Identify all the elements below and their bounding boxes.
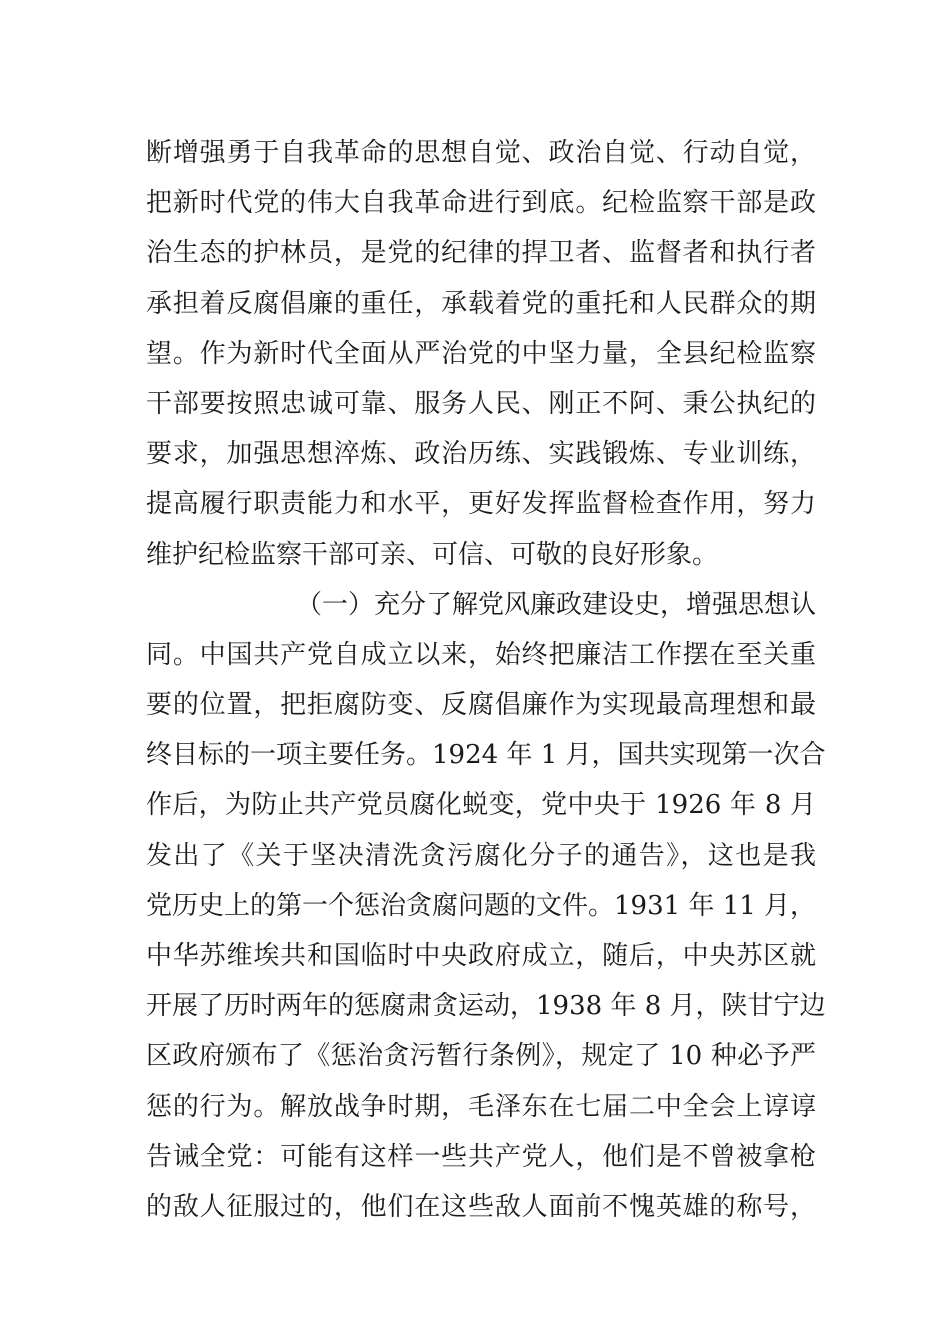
text-line: 终目标的一项主要任务。1924 年 1 月，国共实现第一次合	[146, 740, 826, 771]
text-line: 同。中国共产党自成立以来，始终把廉洁工作摆在至关重	[146, 639, 816, 670]
text-line: 把新时代党的伟大自我革命进行到底。纪检监察干部是政	[146, 188, 816, 219]
text-line: 提高履行职责能力和水平，更好发挥监督检查作用，努力	[146, 489, 816, 520]
text-line: 维护纪检监察干部可亲、可信、可敬的良好形象。	[146, 539, 719, 570]
text-line: 开展了历时两年的惩腐肃贪运动，1938 年 8 月，陕甘宁边	[146, 991, 826, 1022]
text-line: 中华苏维埃共和国临时中央政府成立，随后，中央苏区就	[146, 941, 816, 971]
text-line: 作后，为防止共产党员腐化蜕变，党中央于 1926 年 8 月	[146, 790, 816, 821]
text-line: 要的位置，把拒腐防变、反腐倡廉作为实现最高理想和最	[146, 690, 816, 721]
text-line: 惩的行为。解放战争时期，毛泽东在七届二中全会上谆谆	[146, 1091, 816, 1122]
text-line: 断增强勇于自我革命的思想自觉、政治自觉、行动自觉，	[146, 138, 816, 168]
text-line: 告诫全党：可能有这样一些共产党人，他们是不曾被拿枪	[146, 1141, 816, 1172]
text-line: 发出了《关于坚决清洗贪污腐化分子的通告》，这也是我	[146, 840, 816, 871]
text-line: 的敌人征服过的，他们在这些敌人面前不愧英雄的称号，	[146, 1191, 816, 1222]
text-line: 党历史上的第一个惩治贪腐问题的文件。1931 年 11 月，	[146, 890, 817, 921]
section-heading-line: （一）充分了解党风廉政建设史，增强思想认	[296, 589, 817, 620]
text-line: 要求，加强思想淬炼、政治历练、实践锻炼、专业训练，	[146, 439, 816, 470]
text-line: 区政府颁布了《惩治贪污暂行条例》，规定了 10 种必予严	[146, 1041, 816, 1072]
text-line: 望。作为新时代全面从严治党的中坚力量，全县纪检监察	[146, 338, 816, 369]
text-line: 治生态的护林员，是党的纪律的捍卫者、监督者和执行者	[146, 238, 816, 269]
text-line: 承担着反腐倡廉的重任，承载着党的重托和人民群众的期	[146, 288, 816, 319]
body-text	[146, 128, 826, 1232]
text-line: 干部要按照忠诚可靠、服务人民、刚正不阿、秉公执纪的	[146, 388, 816, 419]
